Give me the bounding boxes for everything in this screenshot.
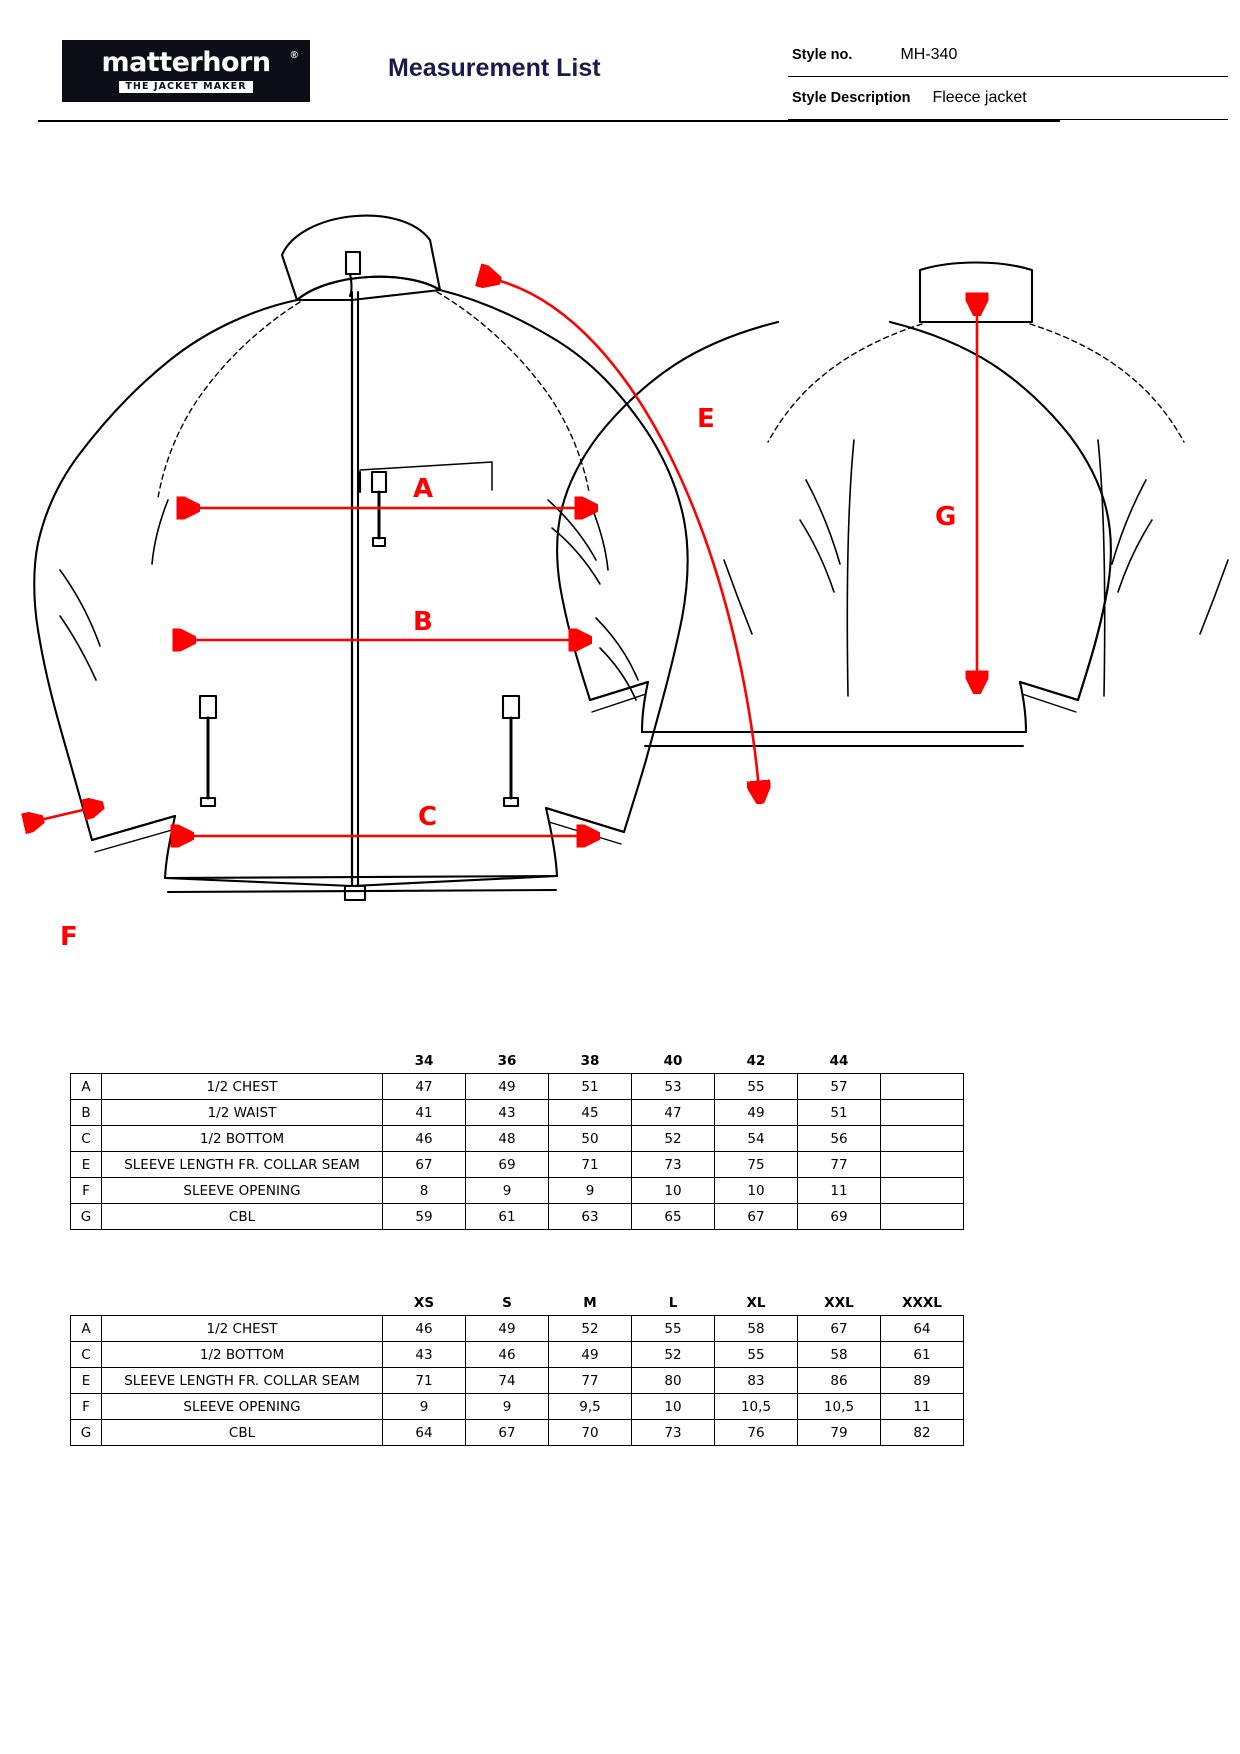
cell: 56 (798, 1126, 881, 1152)
cell: 64 (383, 1420, 466, 1446)
cell: 52 (632, 1342, 715, 1368)
cell: 76 (715, 1420, 798, 1446)
cell (881, 1204, 964, 1230)
cell: 67 (798, 1316, 881, 1342)
table-row (71, 1178, 964, 1204)
page-title: Measurement List (388, 54, 601, 82)
alpha-size-table (70, 1290, 964, 1446)
header-code (71, 1290, 102, 1316)
header-size-44: 44 (798, 1048, 881, 1074)
cell: 89 (881, 1368, 964, 1394)
table-row (71, 1126, 964, 1152)
header-size-40: 40 (632, 1048, 715, 1074)
cell: 71 (383, 1368, 466, 1394)
cell: 55 (715, 1342, 798, 1368)
table-row (71, 1074, 964, 1100)
header-size-42: 42 (715, 1048, 798, 1074)
cell: 9 (383, 1394, 466, 1420)
style-info-block (788, 34, 1228, 120)
cell: 52 (549, 1316, 632, 1342)
row-desc: 1/2 CHEST (102, 1316, 383, 1342)
row-code: A (71, 1074, 102, 1100)
cell: 77 (549, 1368, 632, 1394)
cell: 46 (466, 1342, 549, 1368)
cell: 46 (383, 1126, 466, 1152)
cell: 59 (383, 1204, 466, 1230)
cell: 70 (549, 1420, 632, 1446)
row-code: E (71, 1152, 102, 1178)
header-desc (102, 1290, 383, 1316)
header-size-xxxl: XXXL (881, 1290, 964, 1316)
row-desc: 1/2 CHEST (102, 1074, 383, 1100)
row-code: A (71, 1316, 102, 1342)
alpha-size-table-wrap (70, 1290, 964, 1446)
header-size-38: 38 (549, 1048, 632, 1074)
cell: 11 (881, 1394, 964, 1420)
cell: 53 (632, 1074, 715, 1100)
cell: 50 (549, 1126, 632, 1152)
table-row (71, 1368, 964, 1394)
cell: 75 (715, 1152, 798, 1178)
row-desc: SLEEVE LENGTH FR. COLLAR SEAM (102, 1152, 383, 1178)
row-desc: CBL (102, 1420, 383, 1446)
cell: 43 (466, 1100, 549, 1126)
row-code: C (71, 1126, 102, 1152)
header-size-xs: XS (383, 1290, 466, 1316)
cell: 52 (632, 1126, 715, 1152)
cell: 77 (798, 1152, 881, 1178)
table-row (71, 1204, 964, 1230)
cell: 71 (549, 1152, 632, 1178)
label-g: G (935, 502, 957, 532)
table-header-row (71, 1048, 964, 1074)
header-size-xxl: XXL (798, 1290, 881, 1316)
table-row (71, 1100, 964, 1126)
cell: 10,5 (715, 1394, 798, 1420)
cell (881, 1178, 964, 1204)
row-code: G (71, 1420, 102, 1446)
cell: 54 (715, 1126, 798, 1152)
style-description-row (788, 77, 1228, 120)
technical-drawing (0, 140, 1240, 952)
cell: 55 (715, 1074, 798, 1100)
label-b: B (413, 607, 433, 637)
cell: 67 (715, 1204, 798, 1230)
row-desc: SLEEVE LENGTH FR. COLLAR SEAM (102, 1368, 383, 1394)
logo-wordmark: matterhorn (101, 46, 271, 78)
row-code: F (71, 1178, 102, 1204)
table-header-row (71, 1290, 964, 1316)
row-code: F (71, 1394, 102, 1420)
header-size-34: 34 (383, 1048, 466, 1074)
numeric-size-table-wrap (70, 1048, 964, 1230)
cell: 10 (715, 1178, 798, 1204)
row-code: B (71, 1100, 102, 1126)
label-e: E (697, 404, 715, 434)
style-no-label: Style no. (792, 47, 853, 63)
row-code: E (71, 1368, 102, 1394)
header-divider (38, 120, 1060, 122)
cell: 41 (383, 1100, 466, 1126)
table-row (71, 1316, 964, 1342)
numeric-size-table (70, 1048, 964, 1230)
cell: 69 (798, 1204, 881, 1230)
cell: 49 (549, 1342, 632, 1368)
cell: 49 (466, 1074, 549, 1100)
table-row (71, 1420, 964, 1446)
cell: 65 (632, 1204, 715, 1230)
cell: 63 (549, 1204, 632, 1230)
cell: 61 (881, 1342, 964, 1368)
cell: 9 (466, 1394, 549, 1420)
style-description-value: Fleece jacket (932, 89, 1027, 106)
logo-tagline: THE JACKET MAKER (119, 81, 252, 93)
cell: 11 (798, 1178, 881, 1204)
cell: 45 (549, 1100, 632, 1126)
cell (881, 1152, 964, 1178)
row-code: C (71, 1342, 102, 1368)
table-row (71, 1394, 964, 1420)
cell: 51 (798, 1100, 881, 1126)
cell: 69 (466, 1152, 549, 1178)
cell: 61 (466, 1204, 549, 1230)
row-desc: SLEEVE OPENING (102, 1178, 383, 1204)
header-size-s: S (466, 1290, 549, 1316)
label-c: C (418, 802, 438, 832)
cell: 49 (466, 1316, 549, 1342)
cell: 10,5 (798, 1394, 881, 1420)
cell: 47 (632, 1100, 715, 1126)
cell: 9,5 (549, 1394, 632, 1420)
header-code (71, 1048, 102, 1074)
header-size-blank (881, 1048, 964, 1074)
cell: 67 (383, 1152, 466, 1178)
cell: 10 (632, 1394, 715, 1420)
document-header (38, 34, 1060, 122)
cell: 86 (798, 1368, 881, 1394)
cell: 46 (383, 1316, 466, 1342)
table-row (71, 1342, 964, 1368)
cell (881, 1074, 964, 1100)
row-desc: CBL (102, 1204, 383, 1230)
header-desc (102, 1048, 383, 1074)
cell: 67 (466, 1420, 549, 1446)
header-size-xl: XL (715, 1290, 798, 1316)
cell: 58 (798, 1342, 881, 1368)
matterhorn-logo (62, 40, 310, 102)
cell: 64 (881, 1316, 964, 1342)
header-size-m: M (549, 1290, 632, 1316)
cell: 83 (715, 1368, 798, 1394)
cell: 80 (632, 1368, 715, 1394)
cell: 47 (383, 1074, 466, 1100)
cell: 8 (383, 1178, 466, 1204)
cell: 73 (632, 1152, 715, 1178)
cell: 82 (881, 1420, 964, 1446)
cell: 43 (383, 1342, 466, 1368)
row-code: G (71, 1204, 102, 1230)
header-size-36: 36 (466, 1048, 549, 1074)
cell: 9 (549, 1178, 632, 1204)
cell: 74 (466, 1368, 549, 1394)
cell: 58 (715, 1316, 798, 1342)
cell: 73 (632, 1420, 715, 1446)
cell: 9 (466, 1178, 549, 1204)
cell: 51 (549, 1074, 632, 1100)
cell: 79 (798, 1420, 881, 1446)
row-desc: 1/2 BOTTOM (102, 1342, 383, 1368)
style-no-row (788, 34, 1228, 77)
label-f: F (60, 922, 78, 952)
cell: 57 (798, 1074, 881, 1100)
row-desc: SLEEVE OPENING (102, 1394, 383, 1420)
cell: 49 (715, 1100, 798, 1126)
cell (881, 1126, 964, 1152)
style-no-value: MH-340 (900, 46, 958, 63)
style-description-label: Style Description (792, 90, 911, 106)
label-a: A (413, 474, 434, 504)
registered-trademark-icon: ® (290, 50, 298, 61)
table-row (71, 1152, 964, 1178)
row-desc: 1/2 WAIST (102, 1100, 383, 1126)
cell (881, 1100, 964, 1126)
header-size-l: L (632, 1290, 715, 1316)
cell: 55 (632, 1316, 715, 1342)
cell: 10 (632, 1178, 715, 1204)
cell: 48 (466, 1126, 549, 1152)
row-desc: 1/2 BOTTOM (102, 1126, 383, 1152)
